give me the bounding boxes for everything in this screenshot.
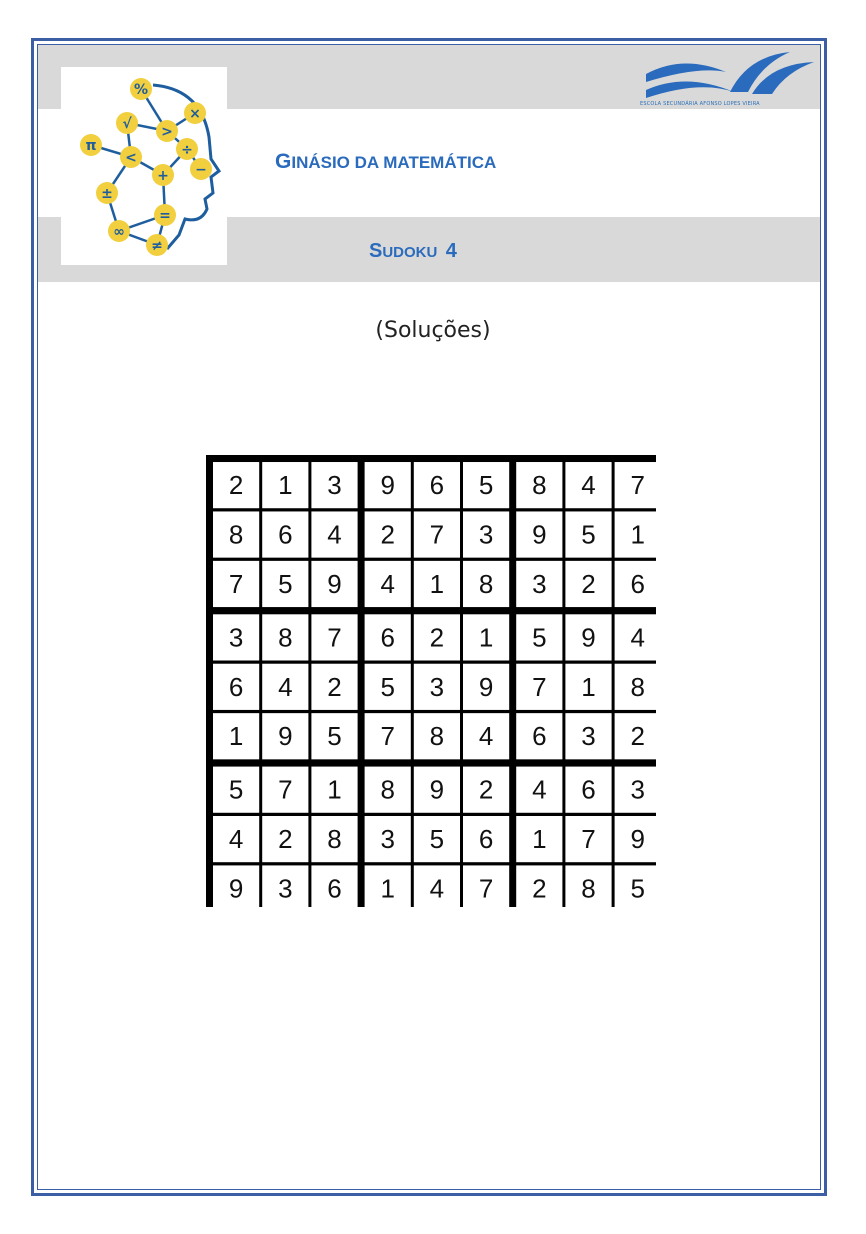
sudoku-digit: 9	[581, 622, 596, 653]
sudoku-digit: 1	[581, 671, 596, 702]
logo-symbol: √	[122, 116, 132, 132]
title-part: G	[275, 150, 292, 173]
sudoku-digit: 8	[630, 671, 645, 702]
logo-symbol: <	[125, 150, 137, 166]
sudoku-digit: 7	[429, 519, 445, 550]
sudoku-digit: 5	[380, 671, 395, 702]
sudoku-digit: 4	[278, 671, 293, 702]
sudoku-digit: 2	[581, 568, 596, 599]
sudoku-digit: 4	[532, 774, 547, 805]
sudoku-digit: 5	[429, 824, 445, 855]
school-name: ESCOLA SECUNDÁRIA AFONSO LOPES VIEIRA	[640, 101, 760, 107]
sudoku-digit: 1	[327, 774, 342, 805]
sudoku-digit: 6	[429, 470, 445, 501]
logo-symbol: ≠	[151, 238, 163, 254]
sudoku-digit: 1	[228, 721, 244, 752]
sudoku-digit: 7	[380, 721, 395, 752]
sudoku-digit: 3	[278, 873, 293, 904]
sudoku-digit: 3	[380, 824, 395, 855]
sudoku-digit: 5	[478, 470, 494, 501]
sudoku-digit: 1	[532, 824, 547, 855]
title-part: INÁSIO DA MATEMÁTICA	[291, 153, 497, 172]
sudoku-digit: 5	[532, 622, 547, 653]
sudoku-digit: 9	[380, 470, 395, 501]
math-head-icon	[61, 67, 227, 265]
sudoku-digit: 1	[278, 470, 293, 501]
sudoku-digit: 9	[228, 873, 244, 904]
sudoku-digit: 8	[429, 721, 445, 752]
sudoku-digit: 4	[630, 622, 645, 653]
sudoku-digit: 6	[478, 824, 494, 855]
sudoku-digit: 3	[228, 622, 244, 653]
sudoku-digit: 5	[630, 873, 645, 904]
math-gym-logo	[61, 67, 227, 265]
sudoku-digit: 8	[278, 622, 293, 653]
sudoku-digit: 7	[278, 774, 293, 805]
sudoku-digit: 5	[581, 519, 596, 550]
sudoku-digit: 4	[327, 519, 342, 550]
sudoku-digit: 9	[478, 671, 494, 702]
sudoku-digit: 9	[429, 774, 445, 805]
sudoku-digit: 6	[532, 721, 547, 752]
sudoku-digit: 1	[380, 873, 395, 904]
sudoku-grid	[206, 455, 656, 907]
sudoku-digit: 7	[327, 622, 342, 653]
sudoku-digit: 2	[228, 470, 244, 501]
sudoku-digit: 2	[478, 774, 494, 805]
sudoku-digit: 8	[327, 824, 342, 855]
sudoku-digit: 6	[380, 622, 395, 653]
sudoku-digit: 1	[429, 568, 445, 599]
sudoku-digit: 4	[581, 470, 596, 501]
sudoku-digit: 8	[581, 873, 596, 904]
subtitle-part: 4	[445, 240, 457, 262]
sudoku-digit: 7	[630, 470, 645, 501]
sudoku-digit: 3	[478, 519, 494, 550]
sudoku-digit: 9	[327, 568, 342, 599]
logo-symbol: π	[85, 138, 97, 154]
sudoku-digit: 7	[581, 824, 596, 855]
sudoku-digit: 6	[327, 873, 342, 904]
sudoku-digit: 9	[630, 824, 645, 855]
logo-symbol: >	[161, 124, 173, 140]
sudoku-digit: 6	[630, 568, 645, 599]
sudoku-digit: 4	[380, 568, 395, 599]
sudoku-digit: 3	[581, 721, 596, 752]
sudoku-digit: 9	[278, 721, 293, 752]
sudoku-digit: 2	[630, 721, 645, 752]
sudoku-digit: 6	[581, 774, 596, 805]
sudoku-digit: 4	[429, 873, 445, 904]
sudoku-digit: 8	[478, 568, 494, 599]
logo-symbol: ±	[101, 186, 113, 202]
sudoku-digit: 2	[429, 622, 445, 653]
sudoku-digit: 2	[278, 824, 293, 855]
logo-symbol: %	[133, 82, 149, 98]
logo-symbol: −	[195, 162, 207, 178]
sudoku-digit: 4	[228, 824, 244, 855]
sudoku-digit: 7	[532, 671, 547, 702]
sudoku-digit: 5	[278, 568, 293, 599]
sudoku-digit: 3	[532, 568, 547, 599]
logo-symbol: ÷	[181, 142, 193, 158]
sudoku-digit: 2	[532, 873, 547, 904]
sudoku-digit: 8	[532, 470, 547, 501]
subtitle-part: UDOKU	[382, 244, 446, 261]
sudoku-digit: 6	[228, 671, 244, 702]
sudoku-digit: 5	[228, 774, 244, 805]
sudoku-digit: 6	[278, 519, 293, 550]
sudoku-digit: 3	[429, 671, 445, 702]
logo-symbol: ∞	[113, 224, 125, 240]
sudoku-digit: 5	[327, 721, 342, 752]
sudoku-digit: 2	[380, 519, 395, 550]
sudoku-digit: 8	[228, 519, 244, 550]
solutions-caption: (Soluções)	[375, 318, 491, 343]
logo-symbol: ×	[189, 106, 201, 122]
subtitle-part: S	[369, 240, 383, 262]
sudoku-digit: 1	[630, 519, 645, 550]
sudoku-digit: 1	[478, 622, 494, 653]
sudoku-digit: 7	[478, 873, 494, 904]
sudoku-digit: 3	[327, 470, 342, 501]
sudoku-digit: 3	[630, 774, 645, 805]
logo-symbol: =	[159, 208, 171, 224]
page-subtitle	[369, 240, 457, 263]
sudoku-digit: 7	[228, 568, 244, 599]
page-title	[275, 150, 496, 174]
sudoku-digit: 4	[478, 721, 494, 752]
logo-symbol: +	[157, 168, 169, 184]
sudoku-digit: 9	[532, 519, 547, 550]
sudoku-digit: 8	[380, 774, 395, 805]
sudoku-digit: 2	[327, 671, 342, 702]
